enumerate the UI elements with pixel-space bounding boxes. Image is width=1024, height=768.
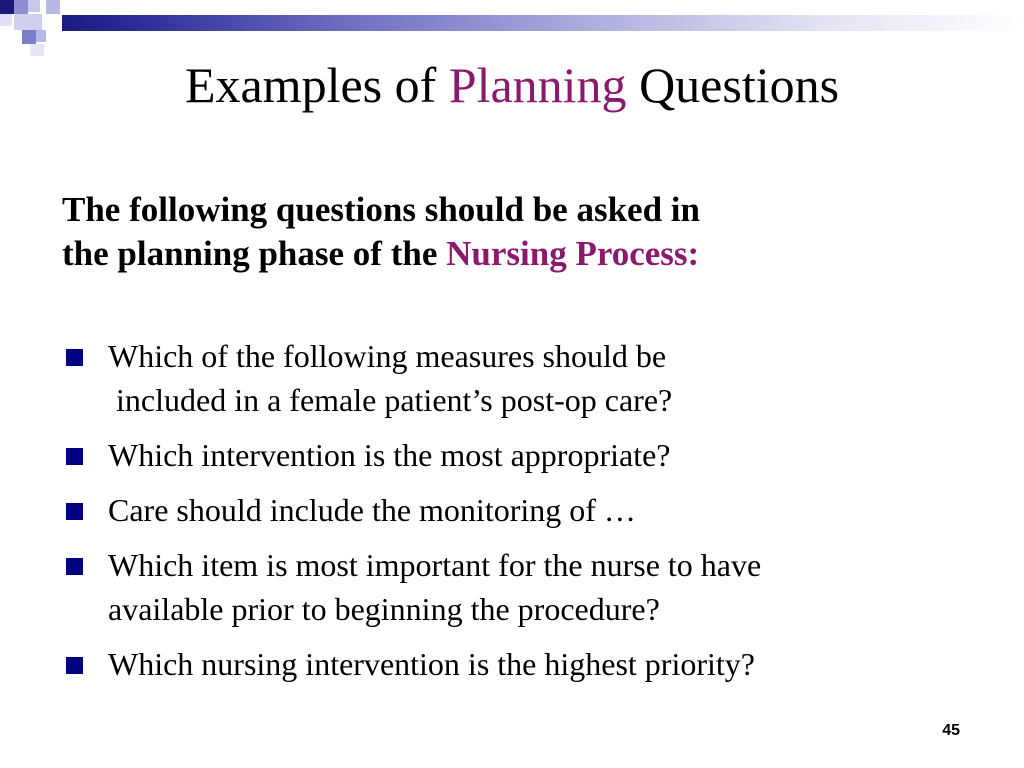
bullet-text: Which of the following measures should be: [108, 338, 667, 374]
title-prefix: Examples of: [184, 57, 449, 113]
intro-line-2-prefix: the planning phase of the: [62, 234, 447, 273]
intro-line-1: The following questions should be asked in: [62, 190, 700, 229]
title-suffix: Questions: [626, 57, 840, 113]
square-bullet-icon: [66, 657, 83, 674]
square-bullet-icon: [66, 349, 83, 366]
square-bullet-icon: [66, 448, 83, 465]
bullet-text: Which intervention is the most appropriate?: [108, 437, 671, 473]
square-bullet-icon: [66, 558, 83, 575]
decor-square: [36, 30, 46, 42]
decor-square: [0, 14, 12, 26]
bullet-text: Care should include the monitoring of …: [108, 492, 636, 528]
square-bullet-icon: [66, 503, 83, 520]
intro-line-2: [62, 232, 962, 276]
title-accent: Planning: [448, 57, 627, 113]
list-item: [62, 334, 982, 422]
bullet-text-continued: included in a female patient’s post-op care?: [116, 382, 673, 418]
list-item: [62, 488, 982, 532]
decor-square: [30, 44, 44, 56]
bullet-text: Which nursing intervention is the highest priority?: [108, 646, 755, 682]
intro-accent: Nursing Process:: [446, 234, 700, 273]
decor-square: [14, 0, 28, 14]
decor-square: [0, 0, 14, 14]
slide-title: [0, 57, 1024, 113]
bullet-text: Which item is most important for the nurse to have: [108, 547, 762, 583]
decor-square: [46, 0, 60, 14]
slide-number: 45: [942, 722, 960, 739]
decor-square: [22, 30, 36, 44]
list-item: [62, 433, 982, 477]
list-item: [62, 642, 982, 686]
decor-square: [28, 0, 40, 12]
list-item: [62, 543, 982, 631]
bullet-text-continued: available prior to beginning the procedure?: [108, 591, 660, 627]
bullet-list: [62, 334, 982, 697]
header-gradient-bar: [62, 15, 1024, 31]
decor-square: [14, 14, 42, 30]
intro-text: [62, 188, 962, 276]
